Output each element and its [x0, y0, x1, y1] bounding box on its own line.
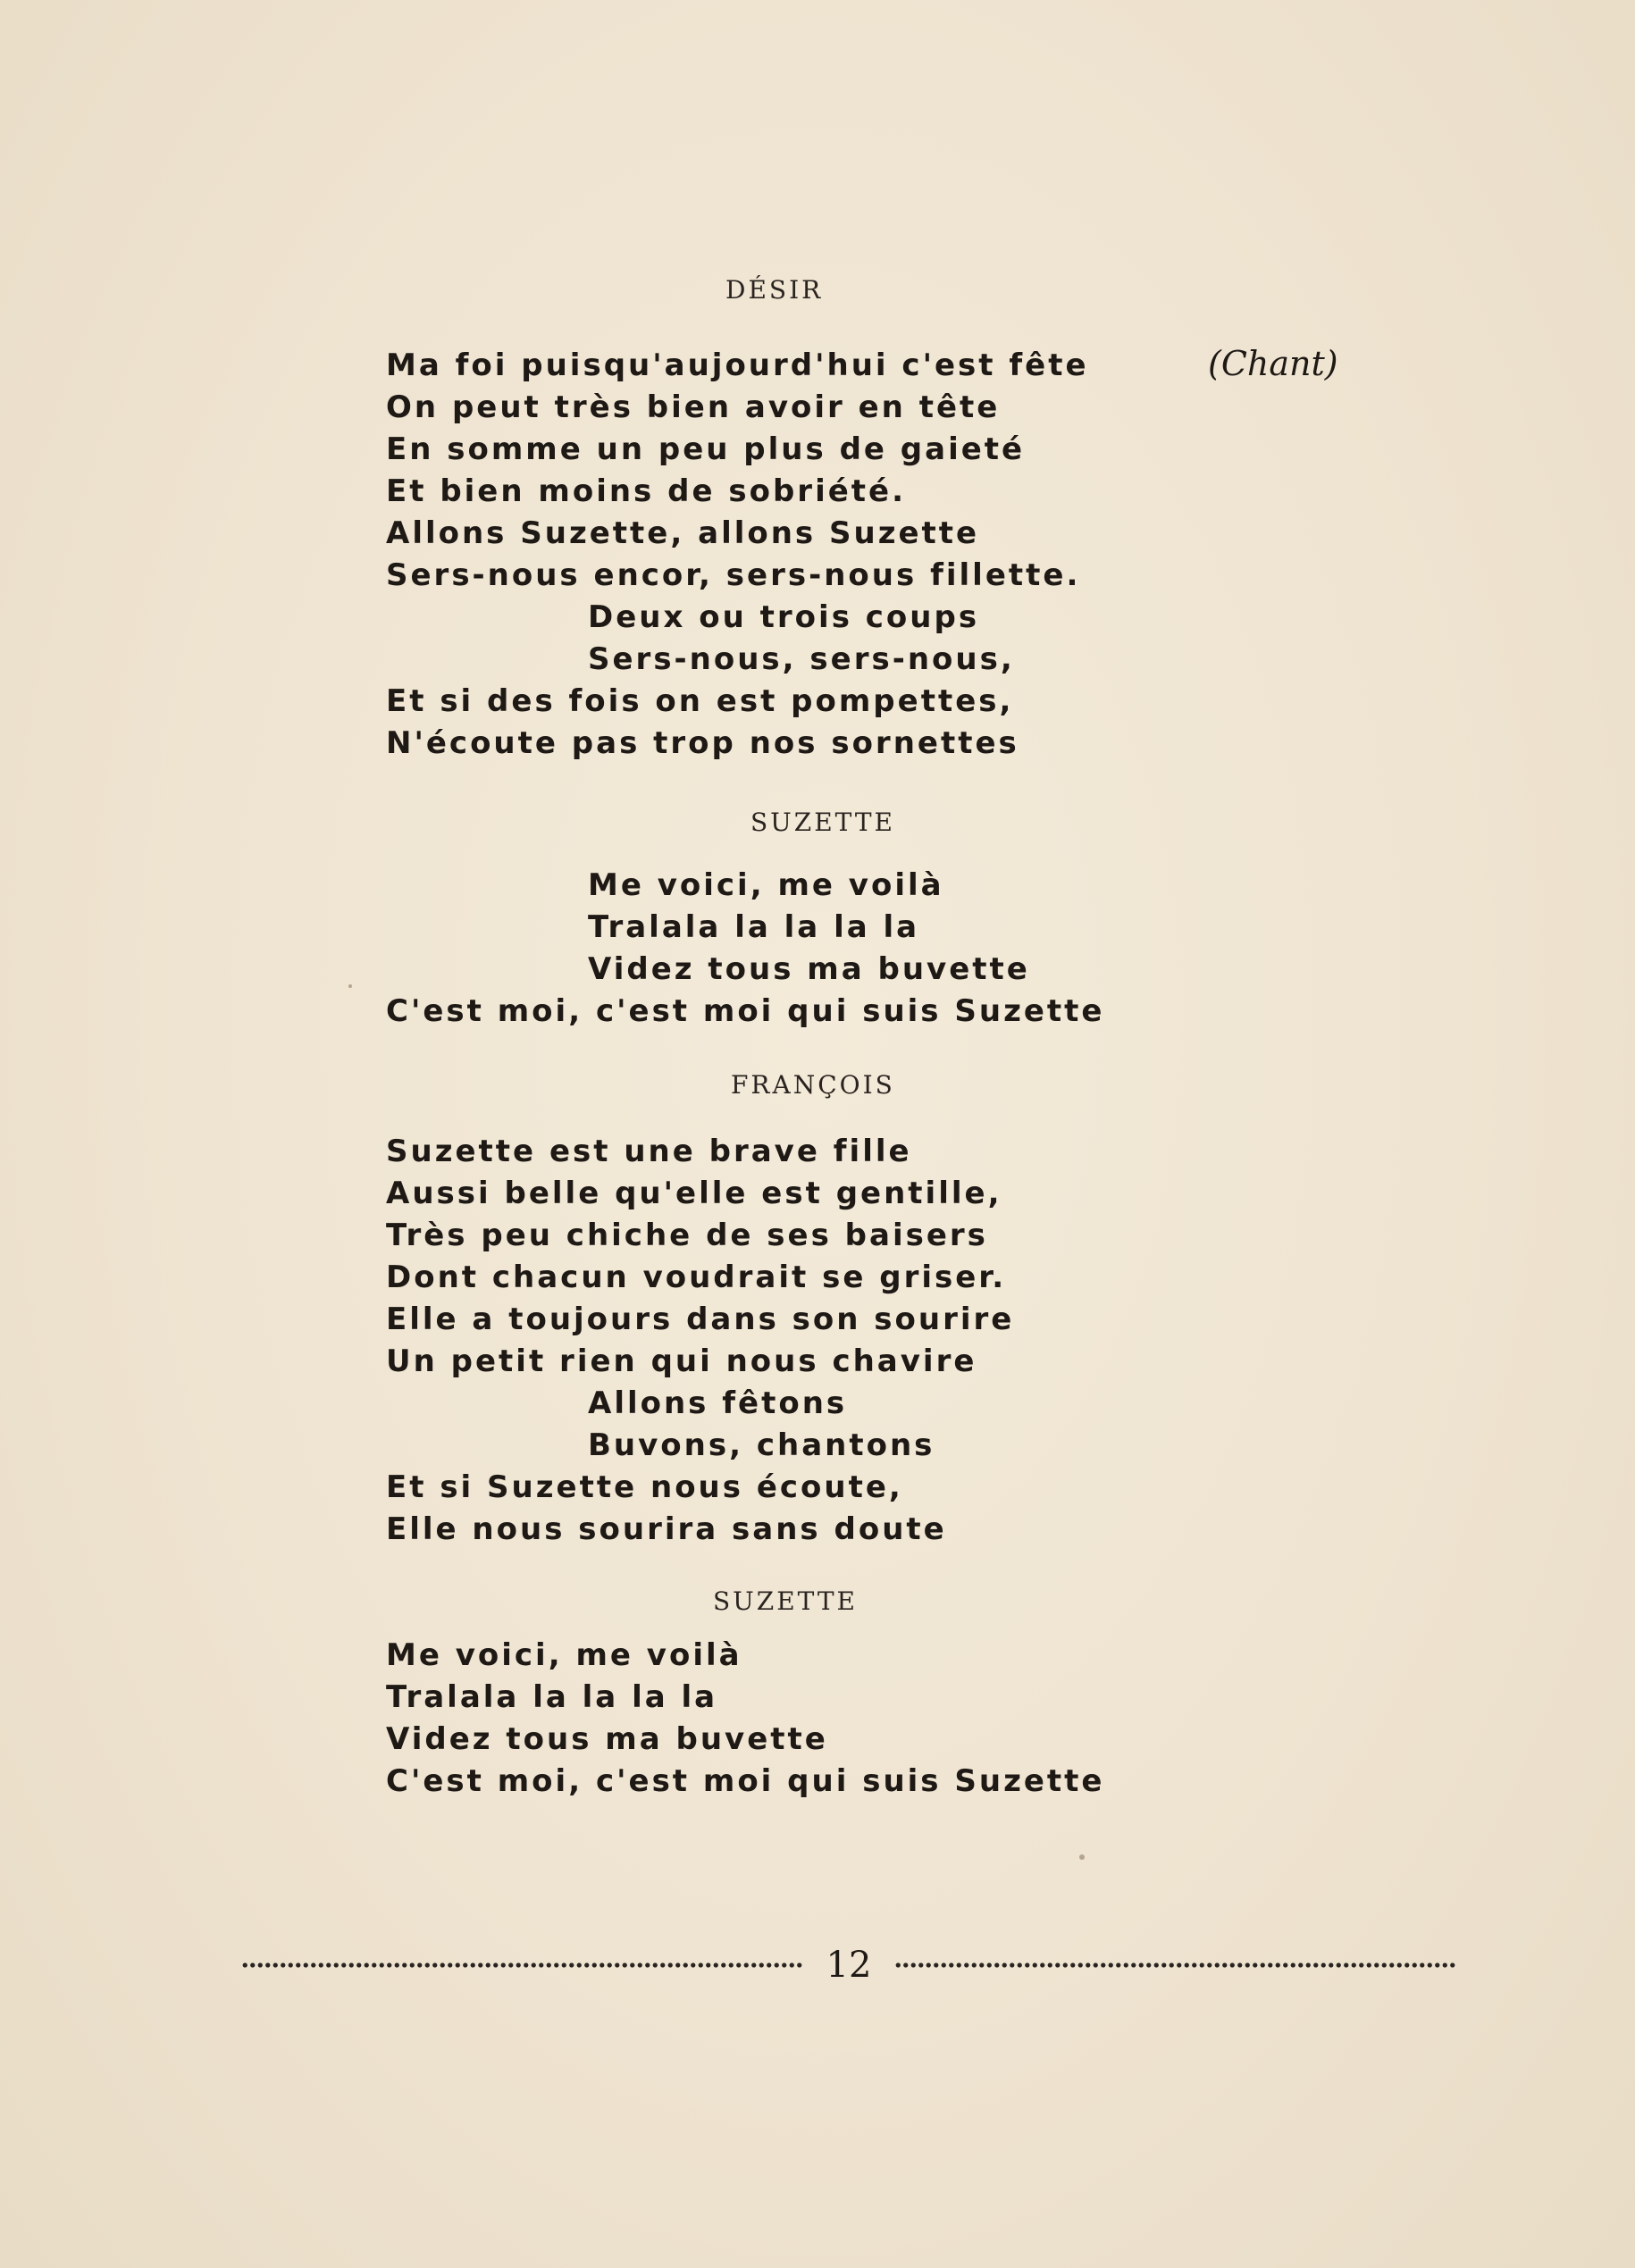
- verse-line: En somme un peu plus de gaieté: [386, 431, 1026, 467]
- verse-line: Allons Suzette, allons Suzette: [386, 515, 980, 551]
- verse-line: Très peu chiche de ses baisers: [386, 1218, 988, 1253]
- verse-block-suzette-2: [386, 1635, 1104, 1803]
- verse-line: Tralala la la la la: [386, 1679, 718, 1715]
- verse-line: Un petit rien qui nous chavire: [386, 1343, 977, 1379]
- verse-block-desir: [386, 345, 1089, 765]
- verse-line: Et si des fois on est pompettes,: [386, 683, 1014, 719]
- verse-line: N'écoute pas trop nos sornettes: [386, 725, 1019, 761]
- verse-line: Sers-nous, sers-nous,: [588, 641, 1015, 677]
- verse-line: C'est moi, c'est moi qui suis Suzette: [386, 1763, 1105, 1799]
- verse-line: Ma foi puisqu'aujourd'hui c'est fête: [386, 347, 1089, 383]
- verse-line: Buvons, chantons: [588, 1427, 935, 1463]
- verse-line: Et bien moins de sobriété.: [386, 473, 907, 509]
- dotted-rule-left: [241, 1962, 803, 1969]
- verse-line: Et si Suzette nous écoute,: [386, 1469, 903, 1505]
- verse-block-francois: [386, 1131, 1014, 1551]
- verse-line: Me voici, me voilà: [588, 867, 944, 903]
- verse-line: Tralala la la la la: [588, 909, 920, 945]
- paper-speck: [1079, 1854, 1085, 1860]
- verse-line: Aussi belle qu'elle est gentille,: [386, 1176, 1002, 1211]
- page-number: 12: [826, 1945, 872, 1986]
- verse-block-suzette: [386, 865, 1104, 1033]
- verse-line: On peut très bien avoir en tête: [386, 389, 1001, 425]
- verse-line: C'est moi, c'est moi qui suis Suzette: [386, 993, 1105, 1029]
- verse-line: Elle a toujours dans son sourire: [386, 1301, 1015, 1337]
- verse-line: Videz tous ma buvette: [588, 951, 1030, 987]
- speaker-heading-francois: FRANÇOIS: [731, 1070, 895, 1100]
- verse-line: Videz tous ma buvette: [386, 1721, 828, 1757]
- verse-line: Sers-nous encor, sers-nous fillette.: [386, 557, 1081, 593]
- verse-line: Dont chacun voudrait se griser.: [386, 1260, 1007, 1295]
- dotted-rule-right: [894, 1962, 1456, 1969]
- verse-line: Allons fêtons: [588, 1385, 848, 1421]
- page-footer: [241, 1945, 1456, 1986]
- speaker-heading-suzette-2: SUZETTE: [713, 1586, 858, 1616]
- verse-line: Elle nous sourira sans doute: [386, 1511, 947, 1547]
- verse-line: Me voici, me voilà: [386, 1637, 742, 1673]
- verse-line: Suzette est une brave fille: [386, 1134, 912, 1169]
- speaker-heading-suzette: SUZETTE: [750, 808, 895, 837]
- verse-line: Deux ou trois coups: [588, 599, 980, 635]
- stage-note: (Chant): [1208, 344, 1338, 383]
- speaker-heading-desir: DÉSIR: [725, 275, 824, 305]
- paper-speck: [348, 984, 352, 988]
